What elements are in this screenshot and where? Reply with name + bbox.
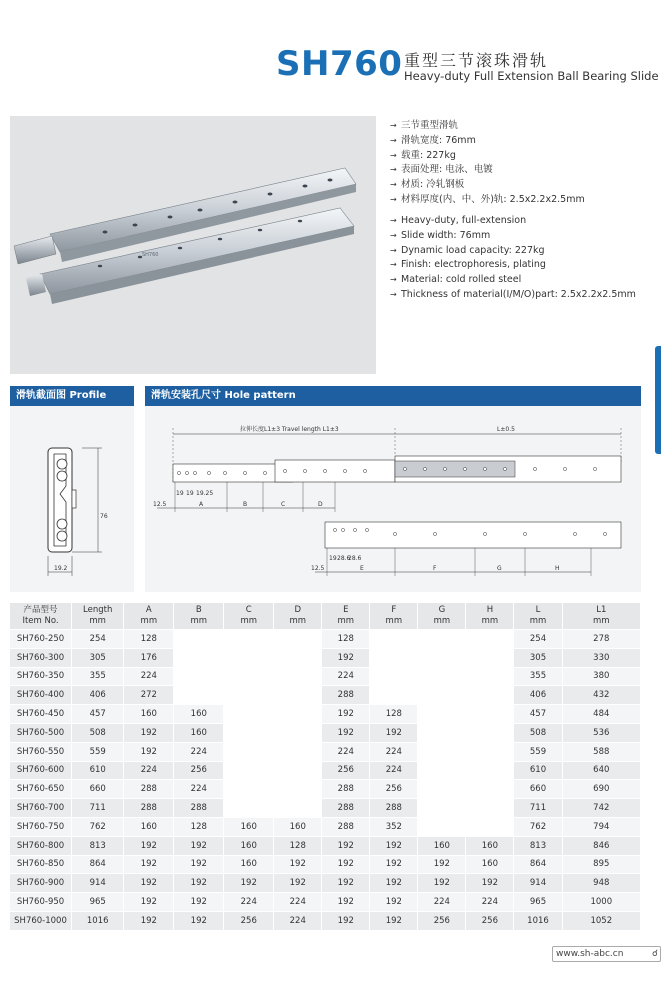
table-cell <box>418 761 466 780</box>
table-cell <box>418 817 466 836</box>
column-header-unit: mm <box>289 616 307 626</box>
table-cell: 224 <box>124 761 174 780</box>
table-cell: 192 <box>124 855 174 874</box>
table-cell <box>224 686 274 705</box>
table-cell: 288 <box>124 780 174 799</box>
segment-label: C <box>281 501 286 508</box>
table-cell <box>418 686 466 705</box>
column-header-unit: mm <box>190 616 208 626</box>
table-cell: 224 <box>274 911 322 930</box>
table-cell <box>466 648 514 667</box>
table-row <box>10 723 641 742</box>
table-cell: 176 <box>124 648 174 667</box>
table-cell: 192 <box>174 874 224 893</box>
table-cell: 192 <box>370 911 418 930</box>
table-cell: 914 <box>514 874 562 893</box>
table-cell: 762 <box>72 817 124 836</box>
table-row <box>10 761 641 780</box>
table-cell: 256 <box>174 761 224 780</box>
small-dim: 19 <box>329 555 337 562</box>
table-cell <box>274 686 322 705</box>
table-cell: 406 <box>72 686 124 705</box>
table-cell: 254 <box>72 630 124 649</box>
column-header-unit: mm <box>240 616 258 626</box>
segment-label: A <box>199 501 204 508</box>
spec-item: → 表面处理: 电泳、电镀 <box>390 164 493 176</box>
table-cell: 192 <box>124 893 174 912</box>
table-row <box>10 780 641 799</box>
small-dim: 28.6 <box>348 555 362 562</box>
table-cell: SH760-350 <box>10 667 72 686</box>
table-cell: 690 <box>562 780 640 799</box>
table-cell: 588 <box>562 742 640 761</box>
spec-item: → Material: cold rolled steel <box>390 274 522 286</box>
table-cell: 192 <box>174 836 224 855</box>
table-row <box>10 855 641 874</box>
spec-item: → 载重: 227kg <box>390 149 456 161</box>
table-cell: 948 <box>562 874 640 893</box>
table-cell: 256 <box>418 911 466 930</box>
column-header-label: L <box>535 605 541 615</box>
table-cell: 192 <box>418 855 466 874</box>
table-cell: 192 <box>124 911 174 930</box>
table-cell <box>174 686 224 705</box>
table-cell: 813 <box>72 836 124 855</box>
table-cell <box>466 667 514 686</box>
table-cell: 256 <box>224 911 274 930</box>
table-cell: SH760-600 <box>10 761 72 780</box>
spec-item: → Finish: electrophoresis, plating <box>390 259 546 271</box>
table-cell: 160 <box>224 817 274 836</box>
table-cell <box>418 705 466 724</box>
table-cell: 711 <box>72 799 124 818</box>
table-cell: 457 <box>514 705 562 724</box>
table-cell <box>224 648 274 667</box>
column-header-label: C <box>245 605 252 615</box>
table-cell: SH760-500 <box>10 723 72 742</box>
table-cell: 224 <box>466 893 514 912</box>
table-row <box>10 817 641 836</box>
table-cell <box>466 742 514 761</box>
spec-item: → Thickness of material(I/M/O)part: 2.5x2.2x2.5mm <box>390 288 636 300</box>
photo-label: SH760 <box>142 252 159 258</box>
table-cell: SH760-250 <box>10 630 72 649</box>
table-cell: 355 <box>514 667 562 686</box>
table-cell: 406 <box>514 686 562 705</box>
travel-length-label: 拉伸长度L1±3 Travel length L1±3 <box>240 426 339 433</box>
column-header <box>322 603 370 630</box>
table-cell: 192 <box>370 836 418 855</box>
table-cell: 192 <box>124 723 174 742</box>
table-cell <box>274 799 322 818</box>
table-cell: 508 <box>72 723 124 742</box>
table-cell: 432 <box>562 686 640 705</box>
column-header-unit: mm <box>140 616 158 626</box>
spec-item: → 滑轨宽度: 76mm <box>390 134 476 146</box>
table-cell: 660 <box>514 780 562 799</box>
table-cell: 256 <box>322 761 370 780</box>
table-cell: 794 <box>562 817 640 836</box>
table-cell: SH760-800 <box>10 836 72 855</box>
small-dim: 19 <box>176 490 184 497</box>
segment-label: F <box>433 565 437 572</box>
profile-heading: 滑轨截面图 Profile <box>10 386 134 406</box>
product-photo <box>10 116 376 374</box>
table-cell: 355 <box>72 667 124 686</box>
specs-list-chinese <box>390 119 585 208</box>
profile-width-label: 19.2 <box>54 565 68 572</box>
table-cell <box>418 723 466 742</box>
table-cell <box>274 648 322 667</box>
column-header-label: F <box>391 605 397 615</box>
column-header-label: E <box>343 605 349 615</box>
table-cell <box>274 630 322 649</box>
column-header <box>224 603 274 630</box>
table-cell: 484 <box>562 705 640 724</box>
spec-item: → 三节重型滑轨 <box>390 120 459 131</box>
specification-table <box>10 603 641 931</box>
table-cell: 128 <box>124 630 174 649</box>
column-header-unit: Item No. <box>22 616 59 626</box>
table-cell <box>274 761 322 780</box>
segment-label: G <box>497 565 502 572</box>
table-cell: 224 <box>322 742 370 761</box>
table-cell <box>274 667 322 686</box>
table-cell: 813 <box>514 836 562 855</box>
table-cell: 192 <box>370 893 418 912</box>
table-cell: 224 <box>418 893 466 912</box>
table-cell: 536 <box>562 723 640 742</box>
column-header-unit: mm <box>89 616 106 626</box>
table-cell: 864 <box>72 855 124 874</box>
table-cell <box>224 630 274 649</box>
table-row <box>10 893 641 912</box>
table-cell: 762 <box>514 817 562 836</box>
table-cell: 305 <box>72 648 124 667</box>
table-cell: 965 <box>72 893 124 912</box>
table-cell: 288 <box>370 799 418 818</box>
table-cell <box>466 780 514 799</box>
column-header-unit: mm <box>385 616 403 626</box>
edge-tab <box>655 346 661 454</box>
table-cell <box>174 648 224 667</box>
table-cell: 508 <box>514 723 562 742</box>
table-cell: 192 <box>418 874 466 893</box>
table-cell: 160 <box>174 705 224 724</box>
table-cell: 192 <box>322 911 370 930</box>
profile-drawing <box>10 406 134 592</box>
table-cell: 160 <box>466 855 514 874</box>
table-cell: 640 <box>562 761 640 780</box>
footer-url <box>552 946 661 962</box>
table-cell: 192 <box>322 874 370 893</box>
title-english: Heavy-duty Full Extension Ball Bearing Slide <box>404 69 659 83</box>
table-cell: 160 <box>124 817 174 836</box>
table-cell: 1052 <box>562 911 640 930</box>
table-cell: 160 <box>274 817 322 836</box>
table-row <box>10 667 641 686</box>
table-cell: 224 <box>322 667 370 686</box>
table-cell: 288 <box>322 817 370 836</box>
table-cell: 192 <box>174 893 224 912</box>
table-cell: 1000 <box>562 893 640 912</box>
table-cell: 711 <box>514 799 562 818</box>
table-cell: 224 <box>370 742 418 761</box>
spec-item: → 材料厚度(内、中、外)轨: 2.5x2.2x2.5mm <box>390 193 585 205</box>
column-header <box>10 603 72 630</box>
length-label: L±0.5 <box>497 426 515 433</box>
table-cell: SH760-850 <box>10 855 72 874</box>
table-cell: 192 <box>370 874 418 893</box>
table-cell: 272 <box>124 686 174 705</box>
table-cell <box>224 761 274 780</box>
table-cell: 1016 <box>514 911 562 930</box>
table-cell <box>466 705 514 724</box>
table-cell: 160 <box>418 836 466 855</box>
profile-panel <box>10 386 134 592</box>
table-cell: 192 <box>274 855 322 874</box>
table-cell <box>370 686 418 705</box>
table-cell: SH760-1000 <box>10 911 72 930</box>
hole-pattern-panel <box>145 386 641 592</box>
table-cell: 160 <box>224 855 274 874</box>
table-cell <box>418 742 466 761</box>
table-row <box>10 686 641 705</box>
table-cell: 192 <box>370 855 418 874</box>
segment-label: E <box>360 565 364 572</box>
offset-label: 12.5 <box>153 501 167 508</box>
column-header-label: H <box>486 605 494 615</box>
table-cell: 742 <box>562 799 640 818</box>
column-header <box>370 603 418 630</box>
table-cell <box>224 705 274 724</box>
table-row <box>10 836 641 855</box>
search-icon: ☌ <box>651 949 658 959</box>
column-header <box>124 603 174 630</box>
table-cell: 256 <box>370 780 418 799</box>
table-cell: 330 <box>562 648 640 667</box>
table-cell: SH760-400 <box>10 686 72 705</box>
table-row <box>10 874 641 893</box>
column-header <box>514 603 562 630</box>
table-cell: 864 <box>514 855 562 874</box>
column-header-unit: mm <box>433 616 451 626</box>
table-cell <box>370 648 418 667</box>
table-cell <box>224 667 274 686</box>
table-cell <box>466 686 514 705</box>
table-cell: SH760-750 <box>10 817 72 836</box>
table-cell: 192 <box>124 836 174 855</box>
table-row <box>10 799 641 818</box>
table-cell <box>174 630 224 649</box>
table-cell: 192 <box>322 705 370 724</box>
table-cell: 288 <box>124 799 174 818</box>
table-cell: 256 <box>466 911 514 930</box>
table-cell: 224 <box>124 667 174 686</box>
table-cell: 192 <box>124 874 174 893</box>
table-cell: SH760-450 <box>10 705 72 724</box>
table-cell: 380 <box>562 667 640 686</box>
table-cell: 288 <box>174 799 224 818</box>
table-cell: 288 <box>322 780 370 799</box>
table-row <box>10 742 641 761</box>
table-cell: 128 <box>174 817 224 836</box>
column-header-label: A <box>145 605 152 615</box>
table-cell: 288 <box>322 799 370 818</box>
profile-height-label: 76 <box>100 513 108 520</box>
table-cell: SH760-650 <box>10 780 72 799</box>
table-cell: 610 <box>514 761 562 780</box>
column-header-unit: mm <box>337 616 355 626</box>
column-header <box>274 603 322 630</box>
table-cell: 278 <box>562 630 640 649</box>
table-cell: 192 <box>174 855 224 874</box>
table-cell <box>370 630 418 649</box>
table-cell: 192 <box>322 648 370 667</box>
table-cell <box>466 630 514 649</box>
small-dim: 28.6 <box>337 555 351 562</box>
specs-list-english <box>390 214 636 303</box>
segment-label: H <box>555 565 560 572</box>
table-cell: SH760-550 <box>10 742 72 761</box>
table-cell: 192 <box>322 855 370 874</box>
table-cell: 224 <box>174 742 224 761</box>
table-cell: SH760-950 <box>10 893 72 912</box>
table-cell: 192 <box>370 723 418 742</box>
table-cell: 224 <box>174 780 224 799</box>
column-header-label: Length <box>83 605 113 615</box>
table-cell <box>174 667 224 686</box>
table-cell <box>274 742 322 761</box>
table-cell: 192 <box>224 874 274 893</box>
table-cell: 457 <box>72 705 124 724</box>
table-body <box>10 630 641 931</box>
table-row <box>10 911 641 930</box>
table-cell: 192 <box>174 911 224 930</box>
model-title: SH760 <box>276 44 403 84</box>
table-cell <box>418 799 466 818</box>
spec-item: → Slide width: 76mm <box>390 229 491 241</box>
table-cell <box>418 780 466 799</box>
table-cell: 224 <box>274 893 322 912</box>
table-cell: 254 <box>514 630 562 649</box>
table-cell <box>224 742 274 761</box>
hole-pattern-drawing <box>145 406 641 592</box>
column-header-unit: mm <box>529 616 547 626</box>
column-header-unit: mm <box>481 616 499 626</box>
table-cell: 160 <box>224 836 274 855</box>
small-dim: 19.25 <box>196 490 214 497</box>
table-cell: 559 <box>514 742 562 761</box>
table-cell: 660 <box>72 780 124 799</box>
table-cell: 128 <box>274 836 322 855</box>
spec-item: → 材质: 冷轧钢板 <box>390 179 465 191</box>
table-row <box>10 705 641 724</box>
table-cell: 192 <box>274 874 322 893</box>
table-cell: 846 <box>562 836 640 855</box>
table-cell <box>224 780 274 799</box>
table-cell: 895 <box>562 855 640 874</box>
hole-pattern-heading: 滑轨安装孔尺寸 Hole pattern <box>145 386 641 406</box>
table-row <box>10 630 641 649</box>
table-cell: 192 <box>322 893 370 912</box>
table-cell <box>224 799 274 818</box>
column-header-label: 产品型号 <box>23 605 58 615</box>
table-cell: 192 <box>124 742 174 761</box>
table-cell: 288 <box>322 686 370 705</box>
table-cell: 192 <box>322 836 370 855</box>
column-header <box>562 603 640 630</box>
table-cell <box>370 667 418 686</box>
table-cell: 192 <box>322 723 370 742</box>
table-cell <box>274 705 322 724</box>
table-cell <box>418 667 466 686</box>
column-header-label: L1 <box>596 605 607 615</box>
table-cell <box>466 799 514 818</box>
column-header-unit: mm <box>593 616 610 626</box>
table-cell: 224 <box>224 893 274 912</box>
table-cell <box>224 723 274 742</box>
table-cell: 914 <box>72 874 124 893</box>
column-header <box>174 603 224 630</box>
table-cell: 965 <box>514 893 562 912</box>
spec-item: → Heavy-duty, full-extension <box>390 215 527 226</box>
table-cell: 559 <box>72 742 124 761</box>
column-header <box>418 603 466 630</box>
column-header-label: B <box>195 605 202 615</box>
table-cell: SH760-700 <box>10 799 72 818</box>
table-cell: 128 <box>322 630 370 649</box>
segment-label: B <box>243 501 248 508</box>
column-header <box>466 603 514 630</box>
table-cell <box>466 761 514 780</box>
table-cell: 160 <box>174 723 224 742</box>
table-cell: SH760-900 <box>10 874 72 893</box>
column-header <box>72 603 124 630</box>
table-row <box>10 648 641 667</box>
table-cell <box>418 648 466 667</box>
table-cell: 305 <box>514 648 562 667</box>
table-cell: 128 <box>370 705 418 724</box>
footer-url-text: www.sh-abc.cn <box>556 949 624 959</box>
table-header-row <box>10 603 641 630</box>
table-cell <box>274 780 322 799</box>
table-cell <box>466 817 514 836</box>
table-cell: 610 <box>72 761 124 780</box>
table-cell: 192 <box>466 874 514 893</box>
segment-label: D <box>318 501 323 508</box>
table-cell: 160 <box>124 705 174 724</box>
table-cell <box>418 630 466 649</box>
offset-label: 12.5 <box>311 565 325 572</box>
table-cell: 160 <box>466 836 514 855</box>
table-cell: 1016 <box>72 911 124 930</box>
column-header-label: G <box>438 605 446 615</box>
table-cell: 352 <box>370 817 418 836</box>
table-cell: 224 <box>370 761 418 780</box>
table-cell <box>466 723 514 742</box>
column-header-label: D <box>294 605 302 615</box>
title-chinese: 重型三节滚珠滑轨 <box>404 51 549 70</box>
table-cell: SH760-300 <box>10 648 72 667</box>
small-dim: 19 <box>186 490 194 497</box>
table-cell <box>274 723 322 742</box>
spec-item: → Dynamic load capacity: 227kg <box>390 244 545 256</box>
